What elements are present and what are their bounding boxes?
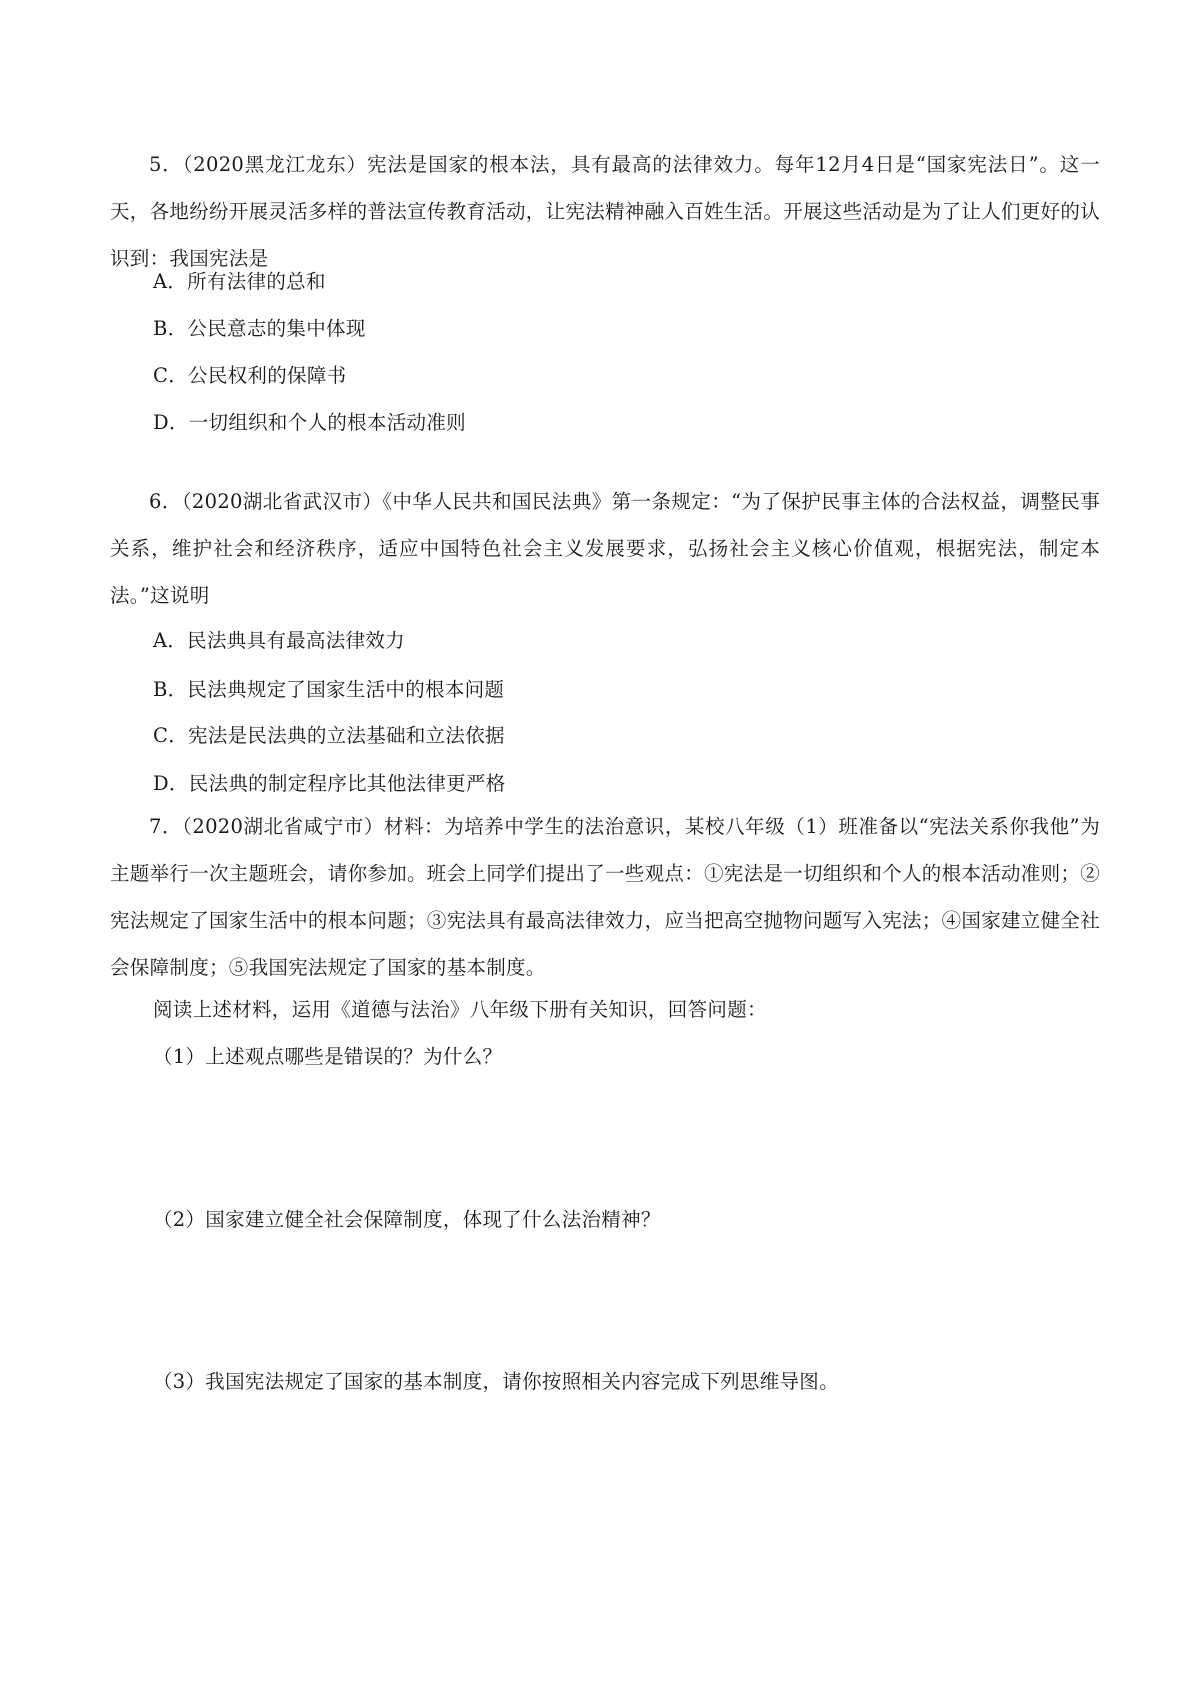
q5-option-a: A．所有法律的总和 (153, 270, 326, 293)
q6-stem: 6．（2020湖北省武汉市）《中华人民共和国民法典》第一条规定：“为了保护民事主体的合法权益，调整民事关系，维护社会和经济秩序，适应中国特色社会主义发展要求，弘扬社会主义核心价值观，根据宪法，制定本法。”这说明 (110, 490, 1100, 607)
q5-option-c: C．公民权利的保障书 (153, 364, 347, 387)
q6-option-a: A．民法典具有最高法律效力 (153, 629, 405, 652)
q5-option-d: D．一切组织和个人的根本活动准则 (153, 411, 466, 434)
q5-option-b: B．公民意志的集中体现 (153, 317, 366, 340)
q7-sub-question-3: （3）我国宪法规定了国家的基本制度，请你按照相关内容完成下列思维导图。 (153, 1370, 839, 1393)
q7-instruction: 阅读上述材料，运用《道德与法治》八年级下册有关知识，回答问题： (153, 998, 767, 1021)
q5-stem: 5．（2020黑龙江龙东）宪法是国家的根本法，具有最高的法律效力。每年12月4日是“国家宪法日”。这一天，各地纷纷开展灵活多样的普法宣传教育活动，让宪法精神融入百姓生活。开展这些活动是为了让人们更好的认识到：我国宪法是 (110, 153, 1101, 270)
q6-option-c: C．宪法是民法典的立法基础和立法依据 (153, 724, 505, 747)
q7-sub-question-2: （2）国家建立健全社会保障制度，体现了什么法治精神？ (153, 1208, 661, 1231)
q7-stem: 7．（2020湖北省咸宁市）材料：为培养中学生的法治意识，某校八年级（1）班准备以“宪法关系你我他”为主题举行一次主题班会，请你参加。班会上同学们提出了一些观点：①宪法是一切组织和个人的根本活动准则；②宪法规定了国家生活中的根本问题；③宪法具有最高法律效力，应当把高空抛物问题写入宪法；④国家建立健全社会保障制度；⑤我国宪法规定了国家的基本制度。 (110, 815, 1101, 979)
q6-option-d: D．民法典的制定程序比其他法律更严格 (153, 772, 506, 795)
q6-option-b: B．民法典规定了国家生活中的根本问题 (153, 678, 505, 701)
q7-sub-question-1: （1）上述观点哪些是错误的？为什么？ (153, 1045, 503, 1068)
